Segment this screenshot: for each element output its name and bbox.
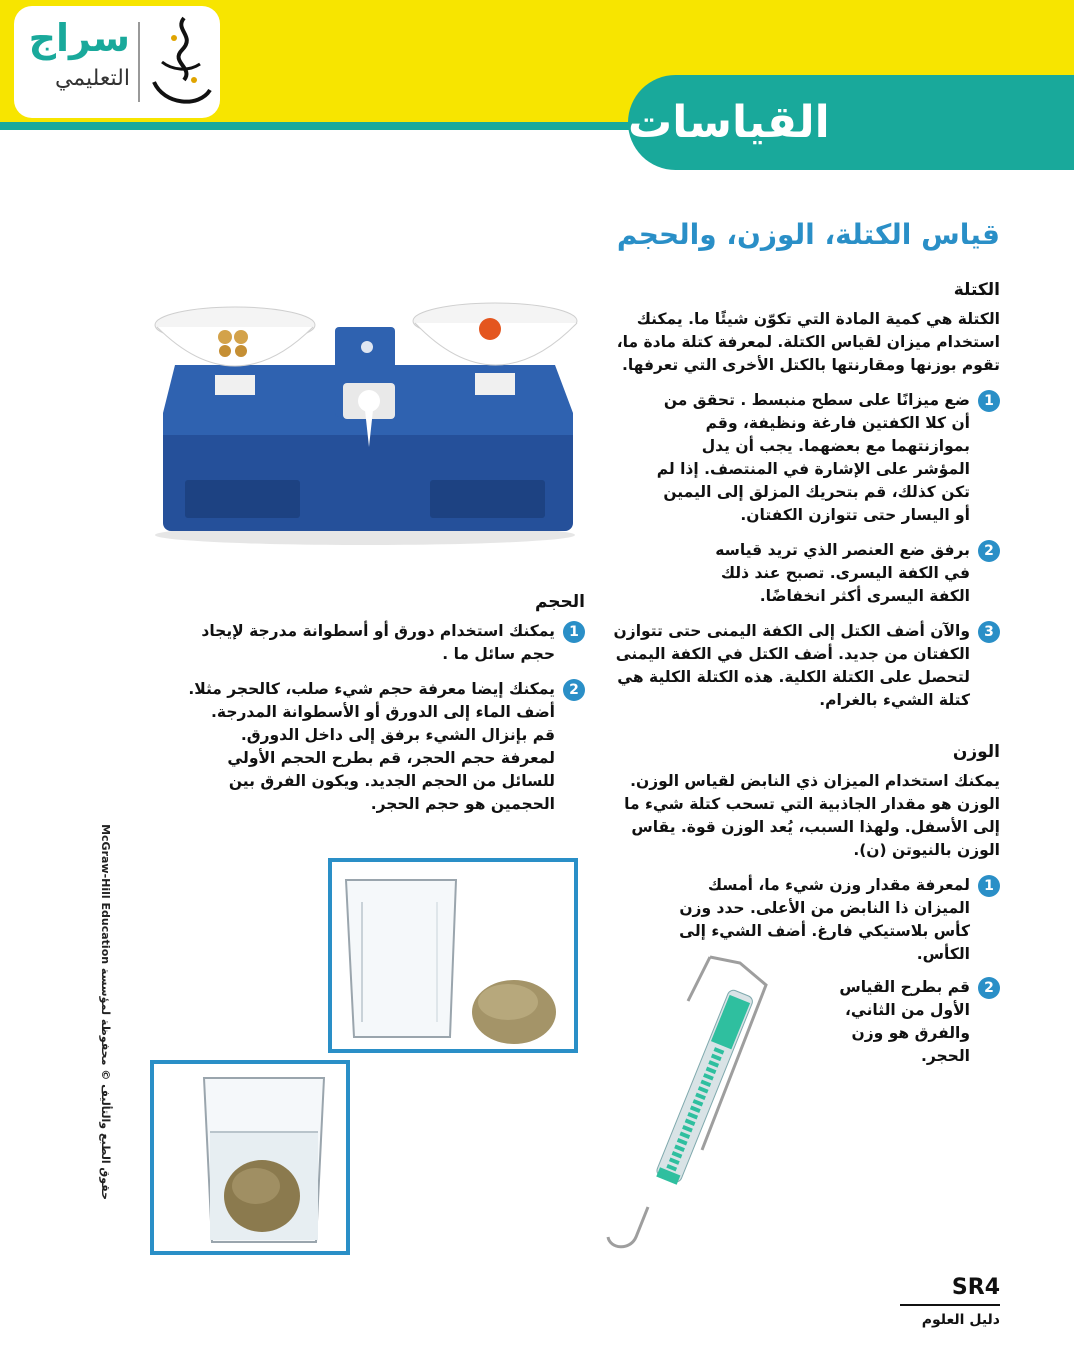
step-text: برفق ضع العنصر الذي تريد قياسه في الكفة اليسرى. تصبح عند ذلك الكفة اليسرى أكثر انخفاضًا. — [715, 541, 970, 605]
step-text: يمكنك إيضا معرفة حجم شيء صلب، كالحجر مثلا. أضف الماء إلى الدورق أو الأسطوانة المدرجة. قم بإنزال الشيء برفق إلى داخل الدورق. لمعرفة حجم الحجر، قم بطرح الحجم الأولي للسائل من الحجم الجديد. ويكون الفرق بين الحجمين هو حجم الحجر. — [188, 680, 555, 813]
section-title: قياس الكتلة، الوزن، والحجم — [616, 218, 1000, 251]
logo-calligraphy-icon — [144, 10, 218, 114]
page-code-underline — [900, 1304, 1000, 1306]
step-number: 2 — [563, 679, 585, 701]
beaker-with-rock-image — [332, 862, 574, 1049]
logo-word: سراج — [28, 16, 130, 60]
rock-in-beaker-photo — [150, 1060, 350, 1255]
submerged-rock-image — [154, 1064, 346, 1251]
step-number: 3 — [978, 621, 1000, 643]
mass-step — [605, 539, 1000, 608]
logo-divider — [138, 22, 140, 102]
step-text: يمكنك استخدام دورق أو أسطوانة مدرجة لإيجاد حجم سائل ما . — [201, 622, 555, 663]
weight-intro: يمكنك استخدام الميزان ذي النابض لقياس الوزن. الوزن هو مقدار الجاذبية التي تسحب كتلة شيء ما إلى الأسفل. ولهذا السبب، يُعد الوزن قوة. يقاس الوزن بالنيوتن (ن). — [624, 772, 1000, 859]
volume-heading: الحجم — [534, 592, 585, 612]
step-number: 2 — [978, 977, 1000, 999]
balance-scale-image — [145, 295, 585, 550]
page-code: SR4 — [951, 1275, 1000, 1300]
spring-scale-image — [590, 945, 780, 1275]
step-text: والآن أضف الكتل إلى الكفة اليمنى حتى تتوازن الكفتان من جديد. أضف الكتل في الكفة اليمنى لتحصل على الكتلة الكلية. هذه الكتلة الكلية هي كتلة الشيء بالغرام. — [613, 622, 970, 709]
book-name: دليل العلوم — [921, 1312, 1000, 1328]
step-number: 1 — [563, 621, 585, 643]
step-number: 1 — [978, 875, 1000, 897]
logo-subtitle: التعليمي — [54, 66, 130, 91]
volume-step — [185, 620, 585, 666]
step-number: 1 — [978, 390, 1000, 412]
volume-section — [185, 592, 585, 816]
mass-step — [605, 389, 1000, 527]
step-text: ضع ميزانًا على سطح منبسط . تحقق من أن كلا الكفتين فارغة ونظيفة، وقم بموازنتهما مع بعضهما. يجب أن يدل المؤشر على الإشارة في المنتصف. إذا لم تكن كذلك، قم بتحريك المزلق إلى اليمين أو اليسار حتى تتوازن الكفتان. — [656, 391, 970, 524]
step-text: قم بطرح القياس الأول من الثاني، والفرق هو وزن الحجر. — [839, 978, 970, 1065]
empty-beaker-photo — [328, 858, 578, 1053]
page-title: القياسات — [628, 75, 1074, 170]
mass-heading: الكتلة — [953, 280, 1000, 300]
copyright-credit: حقوق الطبع والتأليف © محفوظة لمؤسسة McGraw-Hill Education — [99, 824, 112, 1200]
mass-intro: الكتلة هي كمية المادة التي تكوّن شيئًا ما. يمكنك استخدام ميزان لقياس الكتلة. لمعرفة كتلة مادة ما، تقوم بوزنها ومقارنتها بالكتل الأخرى التي تعرفها. — [616, 310, 1000, 374]
volume-step — [185, 678, 585, 816]
weight-heading: الوزن — [952, 742, 1000, 762]
step-number: 2 — [978, 540, 1000, 562]
mass-section — [605, 280, 1000, 712]
step-text: لمعرفة مقدار وزن شيء ما، أمسك الميزان ذا النابض من الأعلى. حدد وزن كأس بلاستيكي فارغ. أضف الشيء إلى الكأس. — [679, 876, 970, 963]
mass-step — [605, 620, 1000, 712]
